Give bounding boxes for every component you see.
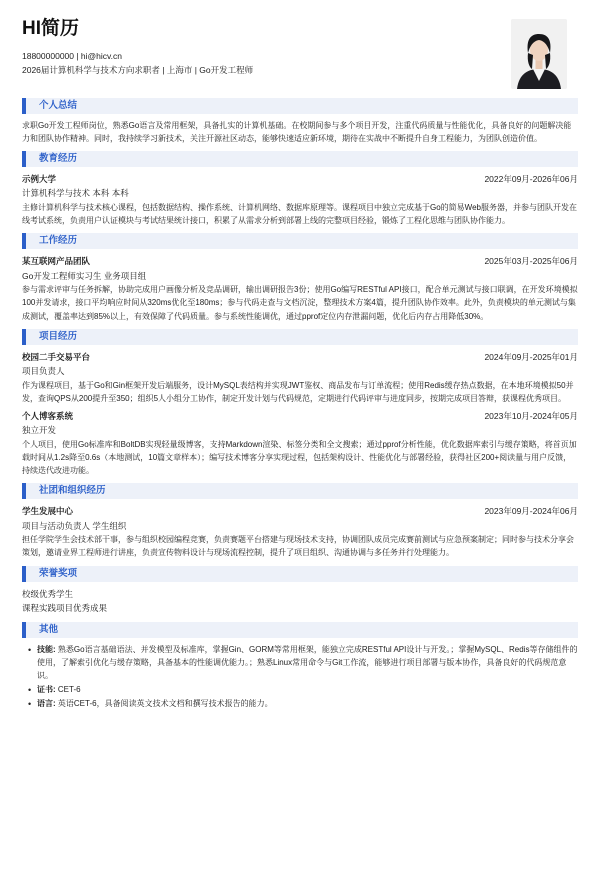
education-desc: 主修计算机科学与技术核心课程，包括数据结构、操作系统、计算机网络、数据库原理等。课程项目中独立完成基于Go的简易Web服务器，并参与团队开发在线考试系统，负责用户认证模块与考试结果统计接口，积累了从需求分析到部署上线的完整项目经验，锻炼了工程化思维与团队协作能力。 (22, 202, 577, 226)
other-item-key: 证书: (37, 685, 56, 695)
resume-title: HI简历 (22, 18, 80, 39)
project-role: 独立开发 (22, 425, 57, 436)
summary-section (22, 98, 578, 145)
project-name: 校园二手交易平台 (22, 351, 91, 362)
work-entry (22, 254, 578, 322)
job-intent: 2026届计算机科学与技术方向求职者 | 上海市 | Go开发工程师 (22, 65, 254, 76)
work-section (22, 233, 578, 322)
other-heading: 其他 (22, 622, 578, 638)
club-role: 项目与活动负责人 学生组织 (22, 520, 127, 531)
other-item-value: 熟悉Go语言基础语法、并发模型及标准库，掌握Gin、GORM等常用框架，能独立完成RESTful API设计与开发。；掌握MySQL、Redis等存储组件的使用，了解索引优化与缓存策略，具备基本的性能调优能力。；熟悉Linux常用命令与Git工作流，能够进行项目部署与版本协作，具备良好的代码规范意识。 (37, 644, 578, 680)
work-heading: 工作经历 (22, 233, 578, 249)
project-entry (22, 350, 578, 405)
profile-photo (511, 19, 567, 89)
school-name: 示例大学 (22, 174, 57, 185)
other-section (22, 622, 578, 711)
project-date: 2023年10月-2024年05月 (484, 410, 578, 421)
other-item-language (28, 697, 578, 710)
club-desc: 担任学院学生会技术部干事，参与组织校园编程竞赛，负责赛题平台搭建与现场技术支持，协调团队成员完成赛前测试与应急预案制定；同时参与技术分享会策划，邀请业界工程师进行讲座，负责宣传物料设计与现场流程控制，提升了项目组织、沟通协调与多任务并行处理能力。 (22, 535, 574, 558)
project-role: 项目负责人 (22, 366, 65, 377)
awards-section (22, 566, 578, 616)
contact-info: 18800000000 | hi@hicv.cn (22, 50, 122, 61)
other-item-value: CET-6 (55, 685, 81, 695)
education-date: 2022年09月-2026年06月 (484, 174, 578, 185)
other-item-value: 英语CET-6，具备阅读英文技术文档和撰写技术报告的能力。 (55, 699, 273, 709)
work-desc: 参与需求评审与任务拆解，协助完成用户画像分析及竞品调研，输出调研报告3份；使用Go编写RESTful API接口，配合单元测试与接口联调，在开发环境模拟100并发请求，接口平均响应时间从320ms优化至180ms；参与代码走查与文档沉淀，整理技术方案4篇，提升团队协作效率。此外，负责模块的单元测试与集成测试，覆盖率达到85%以上，有效保障了代码质量。参与系统性能调优，通过pprof定位内存泄漏问题，优化后内存占用降低30%。 (22, 285, 578, 321)
education-entry (22, 172, 578, 227)
education-section (22, 151, 578, 227)
work-date: 2025年03月-2025年06月 (484, 256, 578, 267)
other-item-cert (28, 683, 578, 696)
club-name: 学生发展中心 (22, 506, 74, 517)
club-date: 2023年09月-2024年06月 (484, 506, 578, 517)
clubs-section (22, 483, 578, 559)
education-major: 计算机科学与技术 本科 本科 (22, 188, 129, 199)
awards-heading: 荣誉奖项 (22, 566, 578, 582)
project-desc: 作为课程项目，基于Go和Gin框架开发后端服务，设计MySQL表结构并实现JWT鉴权、商品发布与订单流程；使用Redis缓存热点数据，在本地环境模拟50并发，查询QPS从200提升至350；组织5人小组分工协作，制定开发计划与代码规范，定期进行代码评审与进度同步，按期完成项目答辩，获课程优秀项目。 (22, 380, 574, 403)
summary-heading: 个人总结 (22, 98, 578, 114)
award-item: 校级优秀学生 (22, 588, 74, 599)
projects-heading: 项目经历 (22, 329, 578, 345)
other-item-key: 语言: (37, 699, 56, 709)
projects-section (22, 329, 578, 478)
project-desc: 个人项目，使用Go标准库和BoltDB实现轻量级博客，支持Markdown渲染、标签分类和全文搜索；通过pprof分析性能，优化数据库索引与缓存策略，将首页加载时间从1.2s降至0.6s（本地测试，10篇文章样本）；编写技术博客分享实现过程，包括架构设计、性能优化与部署经验，获得社区200+阅读量与用户反馈，持续迭代改进功能。 (22, 439, 577, 476)
project-entry (22, 409, 578, 477)
other-item-key: 技能: (37, 644, 56, 654)
project-name: 个人博客系统 (22, 410, 74, 421)
other-item-skills (28, 643, 578, 683)
project-date: 2024年09月-2025年01月 (484, 351, 578, 362)
award-item: 课程实践项目优秀成果 (22, 603, 108, 614)
summary-text: 求职Go开发工程师岗位，熟悉Go语言及常用框架，具备扎实的计算机基础。在校期间参与多个项目开发，注重代码质量与性能优化，具备良好的问题解决能力和团队协作精神。同时，我持续学习新技术，关注开源社区动态，能够快速适应新环境，期待在实战中不断提升自身工程能力，为团队创造价值。 (22, 120, 572, 143)
club-entry (22, 504, 578, 559)
work-role: Go开发工程师实习生 业务项目组 (22, 270, 147, 281)
clubs-heading: 社团和组织经历 (22, 483, 578, 499)
education-heading: 教育经历 (22, 151, 578, 167)
company-name: 某互联网产品团队 (22, 256, 91, 267)
